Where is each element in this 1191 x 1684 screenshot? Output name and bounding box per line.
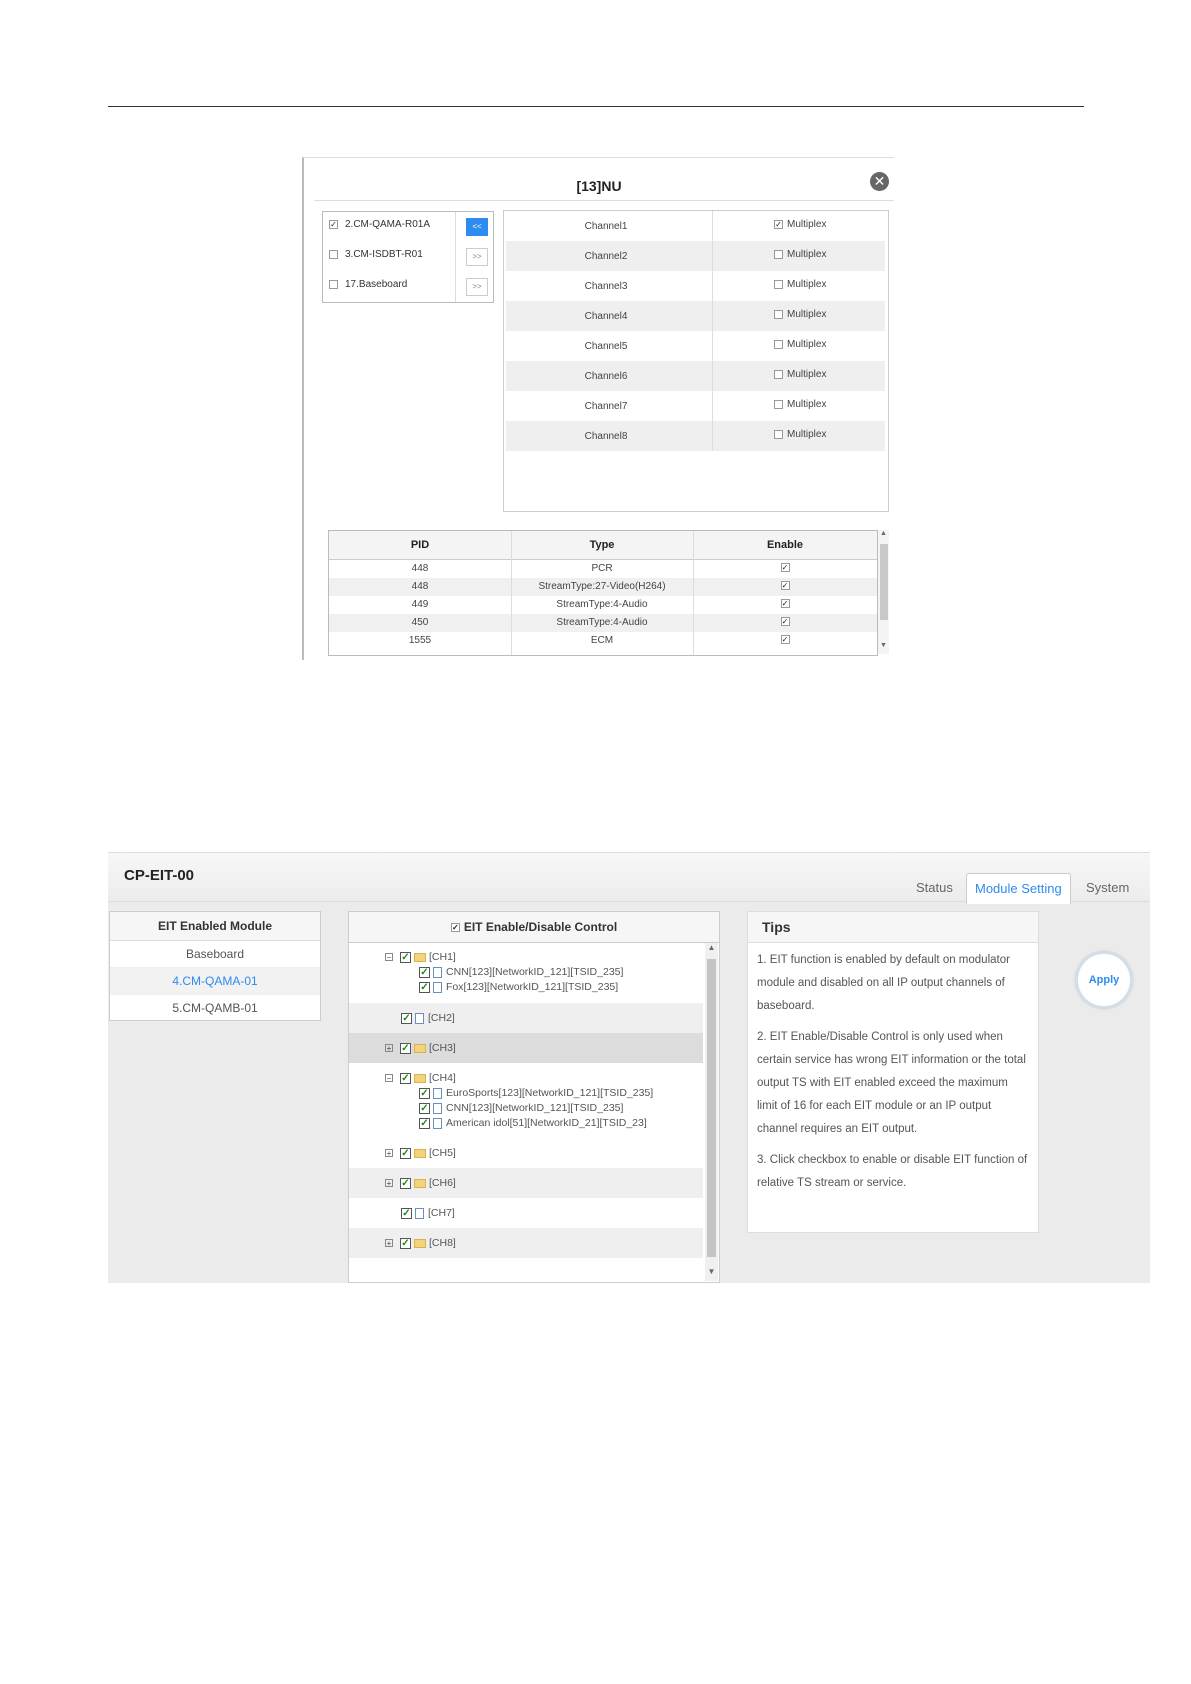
channel-row [506, 391, 885, 421]
column-header-type[interactable]: Type [589, 539, 615, 551]
tree-group [349, 1198, 703, 1228]
enable-checkbox[interactable]: ✓ [781, 580, 789, 590]
collapse-icon[interactable]: − [386, 953, 392, 963]
folder-icon [414, 1149, 426, 1158]
tree-checkbox[interactable]: ✓ [420, 1102, 429, 1114]
module-checkbox[interactable] [329, 250, 338, 259]
module-item-qamb[interactable]: 5.CM-QAMB-01 [110, 995, 320, 1022]
tree-checkbox[interactable]: ✓ [401, 951, 410, 963]
type-cell: PCR [591, 563, 613, 574]
multiplex-label: Multiplex [787, 429, 827, 440]
tree-node-label: [CH8] [429, 1237, 456, 1249]
expand-icon[interactable]: + [386, 1179, 392, 1189]
tree-checkbox[interactable]: ✓ [420, 1087, 429, 1099]
channel-tree [349, 943, 703, 1281]
channel-row [506, 361, 885, 391]
tip-text: 2. EIT Enable/Disable Control is only used when certain service has wrong EIT information or the total output TS with EIT enabled exceed the maximum limit of 16 for each EIT module or an IP output channel requires an EIT output. [757, 1031, 1026, 1135]
move-right-button[interactable]: >> [466, 248, 488, 266]
channel-name: Channel6 [584, 371, 628, 382]
multiplex-checkbox[interactable] [774, 340, 783, 349]
module-label: 3.CM-ISDBT-R01 [345, 249, 423, 260]
tree-node-ch5 [385, 1145, 456, 1161]
tree-checkbox[interactable]: ✓ [401, 1147, 410, 1159]
type-cell: StreamType:4-Audio [556, 617, 648, 628]
tree-checkbox[interactable]: ✓ [420, 981, 429, 993]
folder-icon [414, 1179, 426, 1188]
pid-cell: 1555 [408, 635, 432, 646]
file-icon [433, 1118, 442, 1129]
enable-checkbox[interactable]: ✓ [781, 634, 789, 644]
enable-checkbox[interactable]: ✓ [781, 562, 789, 572]
divider [712, 421, 713, 451]
scroll-down-icon[interactable]: ▼ [707, 1267, 716, 1276]
type-cell: StreamType:4-Audio [556, 599, 648, 610]
eit-enabled-module-panel [109, 911, 321, 1021]
pid-table-header [329, 531, 877, 560]
column-header-pid[interactable]: PID [410, 539, 430, 551]
divider [693, 531, 694, 655]
channel-row [506, 331, 885, 361]
multiplex-label: Multiplex [787, 369, 827, 380]
tree-checkbox[interactable]: ✓ [420, 966, 429, 978]
tab-system[interactable]: System [1086, 880, 1130, 895]
tree-node-label: [CH1] [429, 951, 456, 963]
page-top-rule [108, 106, 1084, 107]
divider [712, 361, 713, 391]
column-header-enable[interactable]: Enable [766, 539, 804, 551]
tree-leaf [419, 964, 623, 980]
tab-module-setting[interactable]: Module Setting [966, 873, 1071, 904]
tree-group [349, 1063, 703, 1138]
dialog-title-divider [314, 200, 894, 201]
tree-leaf-label: Fox[123][NetworkID_121][TSID_235] [446, 981, 619, 993]
channel-row [506, 301, 885, 331]
module-checkbox[interactable] [329, 280, 338, 289]
tree-checkbox[interactable]: ✓ [401, 1042, 410, 1054]
folder-icon [414, 953, 426, 962]
eit-module-setting-panel [108, 852, 1150, 1283]
module-item-qama[interactable]: 4.CM-QAMA-01 [110, 968, 320, 995]
pid-cell: 449 [411, 599, 429, 610]
table-row [329, 632, 877, 650]
module-label: 2.CM-QAMA-R01A [345, 219, 431, 230]
module-checkbox[interactable]: ✓ [330, 220, 337, 229]
pid-cell: 450 [411, 617, 429, 628]
file-icon [433, 967, 442, 978]
pid-cell: 448 [411, 563, 429, 574]
module-label: 17.Baseboard [345, 279, 408, 290]
file-icon [415, 1208, 424, 1219]
multiplex-checkbox[interactable] [774, 250, 783, 259]
tree-node-label: [CH2] [428, 1012, 455, 1024]
type-cell: ECM [590, 635, 614, 646]
divider [455, 272, 456, 302]
move-right-button[interactable]: >> [466, 278, 488, 296]
channel-panel [503, 210, 889, 512]
header-bar [108, 853, 1150, 902]
eit-control-all-checkbox[interactable]: ✓ [451, 923, 459, 933]
enable-checkbox[interactable]: ✓ [781, 598, 789, 608]
divider [511, 531, 512, 655]
folder-icon [414, 1239, 426, 1248]
tree-leaf [419, 1085, 653, 1101]
tree-node-ch8 [385, 1235, 456, 1251]
move-left-button[interactable]: << [466, 218, 488, 236]
channel-row [506, 241, 885, 271]
channel-name: Channel2 [584, 251, 628, 262]
file-icon [433, 982, 442, 993]
tree-checkbox[interactable]: ✓ [402, 1207, 411, 1219]
module-row [323, 212, 493, 242]
folder-icon [414, 1074, 426, 1083]
divider [712, 241, 713, 271]
tips-header: Tips [748, 912, 1038, 943]
tab-status[interactable]: Status [916, 880, 953, 895]
tree-group [349, 1228, 703, 1258]
tree-leaf [419, 1115, 647, 1131]
channel-name: Channel3 [584, 281, 628, 292]
multiplex-label: Multiplex [787, 249, 827, 260]
dialog-title: [13]NU [576, 178, 622, 194]
tree-node-ch4 [385, 1070, 456, 1086]
collapse-icon[interactable]: − [386, 1074, 392, 1084]
table-row [329, 614, 877, 632]
tree-node-label: [CH7] [428, 1207, 455, 1219]
channel-name: Channel4 [584, 311, 628, 322]
channel-name: Channel8 [584, 431, 628, 442]
tree-checkbox[interactable]: ✓ [402, 1012, 411, 1024]
tree-node-ch2 [401, 1010, 455, 1026]
tip-text: 3. Click checkbox to enable or disable EIT function of relative TS stream or service. [757, 1154, 1028, 1189]
tree-group [349, 1003, 703, 1033]
close-icon[interactable]: ✕ [870, 172, 889, 191]
channel-name: Channel1 [584, 221, 628, 232]
multiplex-checkbox[interactable] [774, 430, 783, 439]
tree-leaf-label: CNN[123][NetworkID_121][TSID_235] [446, 966, 624, 978]
multiplex-checkbox[interactable] [774, 370, 783, 379]
divider [712, 391, 713, 421]
tree-leaf-label: American idol[51][NetworkID_21][TSID_23] [446, 1117, 647, 1129]
tree-group [349, 1168, 703, 1198]
divider [455, 212, 456, 242]
folder-icon [414, 1044, 426, 1053]
multiplex-label: Multiplex [787, 279, 827, 290]
apply-button[interactable]: Apply [1076, 952, 1132, 1008]
tree-group [349, 1138, 703, 1168]
tree-node-ch6 [385, 1175, 456, 1191]
multiplex-checkbox[interactable] [774, 280, 783, 289]
scroll-up-icon[interactable]: ▲ [880, 530, 887, 537]
divider [455, 242, 456, 272]
scroll-up-icon[interactable]: ▲ [707, 943, 716, 952]
tip-text: 1. EIT function is enabled by default on modulator module and disabled on all IP output channels of baseboard. [757, 954, 1010, 1012]
pid-table-scrollbar[interactable] [878, 530, 889, 654]
type-cell: StreamType:27-Video(H264) [538, 581, 666, 592]
multiplex-checkbox[interactable]: ✓ [775, 219, 782, 229]
expand-icon[interactable]: + [386, 1239, 392, 1249]
channel-row [506, 271, 885, 301]
multiplex-label: Multiplex [787, 399, 827, 410]
file-icon [433, 1088, 442, 1099]
tree-checkbox[interactable]: ✓ [420, 1117, 429, 1129]
multiplex-label: Multiplex [787, 339, 827, 350]
tree-group [349, 943, 703, 1003]
enable-checkbox[interactable]: ✓ [781, 616, 789, 626]
table-row [329, 596, 877, 614]
channel-name: Channel5 [584, 341, 628, 352]
channel-assign-dialog [302, 157, 894, 660]
module-row [323, 272, 493, 302]
tree-checkbox[interactable]: ✓ [401, 1072, 410, 1084]
tree-group [349, 1033, 703, 1063]
divider [712, 271, 713, 301]
scroll-down-icon[interactable]: ▼ [880, 642, 887, 649]
divider [712, 301, 713, 331]
multiplex-label: Multiplex [787, 219, 827, 230]
module-item-baseboard[interactable]: Baseboard [110, 941, 320, 968]
tree-leaf [419, 1100, 623, 1116]
scrollbar-thumb[interactable] [707, 959, 716, 1257]
tree-leaf-label: EuroSports[123][NetworkID_121][TSID_235] [446, 1087, 654, 1099]
module-row [323, 242, 493, 272]
pid-cell: 448 [411, 581, 429, 592]
pid-table [328, 530, 878, 656]
multiplex-checkbox[interactable] [774, 310, 783, 319]
panel-header-label: EIT Enable/Disable Control [463, 920, 618, 934]
tree-leaf [419, 979, 618, 995]
eit-control-panel [348, 911, 720, 1283]
expand-icon[interactable]: + [386, 1044, 392, 1054]
tree-checkbox[interactable]: ✓ [401, 1177, 410, 1189]
tree-checkbox[interactable]: ✓ [401, 1237, 410, 1249]
panel-header [349, 912, 719, 943]
tree-node-label: [CH6] [429, 1177, 456, 1189]
divider [712, 331, 713, 361]
channel-row [506, 421, 885, 451]
table-row [329, 578, 877, 596]
expand-icon[interactable]: + [386, 1149, 392, 1159]
tree-leaf-label: CNN[123][NetworkID_121][TSID_235] [446, 1102, 624, 1114]
multiplex-label: Multiplex [787, 309, 827, 320]
tree-node-label: [CH3] [429, 1042, 456, 1054]
file-icon [433, 1103, 442, 1114]
app-title: CP-EIT-00 [124, 867, 195, 884]
channel-name: Channel7 [584, 401, 628, 412]
tree-node-ch3 [385, 1040, 456, 1056]
scrollbar-thumb[interactable] [880, 544, 888, 620]
panel-header: EIT Enabled Module [110, 912, 320, 941]
file-icon [415, 1013, 424, 1024]
tips-panel [747, 911, 1039, 1233]
multiplex-checkbox[interactable] [774, 400, 783, 409]
divider [712, 211, 713, 241]
table-row [329, 560, 877, 578]
tree-node-label: [CH4] [429, 1072, 456, 1084]
tree-scrollbar[interactable] [705, 943, 718, 1281]
module-list [322, 211, 494, 303]
tree-node-label: [CH5] [429, 1147, 456, 1159]
tree-node-ch7 [401, 1205, 455, 1221]
tree-node-ch1 [385, 949, 456, 965]
channel-row [506, 211, 885, 241]
